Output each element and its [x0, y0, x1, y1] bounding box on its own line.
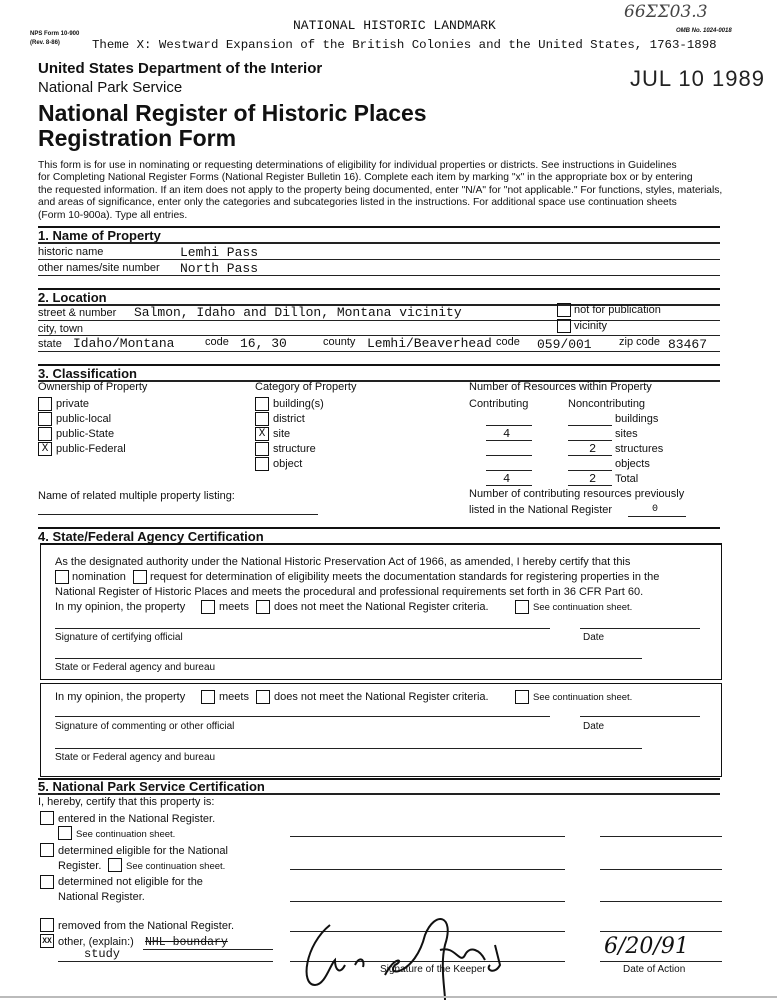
state-label: state	[38, 338, 62, 350]
other-checkbox[interactable]	[40, 934, 54, 948]
meets-checkbox[interactable]	[201, 600, 215, 614]
section-3-title: 3. Classification	[38, 366, 137, 381]
meets-label: meets	[219, 601, 249, 613]
ownership-public-local-label: public-local	[56, 413, 112, 425]
category-buildings-checkbox[interactable]	[255, 397, 269, 411]
category-heading: Category of Property	[255, 381, 357, 393]
state-code-label: code	[205, 336, 229, 348]
instructions-line: for Completing National Register Forms (National Register Bulletin 16). Complete each item by marking "x" in the appropriate box or by entering	[38, 172, 693, 184]
other-checkbox-mark: XX	[42, 937, 52, 946]
date-line	[600, 901, 722, 902]
meets-checkbox[interactable]	[201, 690, 215, 704]
removed-checkbox[interactable]	[40, 918, 54, 932]
opinion-label: In my opinion, the property	[55, 601, 186, 613]
handwritten-reference: 66ΣΣ03.3	[624, 2, 708, 22]
noncontributing-line	[568, 470, 612, 471]
section-2-title: 2. Location	[38, 290, 107, 305]
agency-line[interactable]	[55, 748, 642, 749]
continuation-sheet-label: See continuation sheet.	[533, 692, 633, 703]
department-name: United States Department of the Interior	[38, 60, 323, 77]
entered-checkbox[interactable]	[40, 811, 54, 825]
instructions-line: and areas of significance, enter only the categories and subcategories listed in the instructions. For additional space use continuation sheets	[38, 197, 677, 209]
contributing-line	[486, 470, 532, 471]
does-not-meet-label: does not meet the National Register criteria.	[274, 691, 489, 703]
opinion-label: In my opinion, the property	[55, 691, 186, 703]
agency-label: State or Federal agency and bureau	[55, 662, 216, 673]
divider	[628, 516, 686, 517]
not-eligible-label-1: determined not eligible for the	[58, 876, 203, 888]
zip-field[interactable]: 83467	[668, 337, 708, 352]
vicinity-label: vicinity	[574, 320, 608, 332]
resources-heading: Number of Resources within Property	[469, 381, 652, 393]
total-noncontributing[interactable]: 2	[589, 472, 597, 486]
determined-eligible-label-2: Register.	[58, 860, 102, 872]
street-label: street & number	[38, 307, 117, 319]
instructions-line: (Form 10-900a). Type all entries.	[38, 209, 188, 221]
county-code-field[interactable]: 059/001	[537, 337, 592, 352]
certifying-signature-label: Signature of certifying official	[55, 632, 183, 643]
continuation-sheet-label: See continuation sheet.	[533, 602, 633, 613]
not-eligible-checkbox[interactable]	[40, 875, 54, 889]
noncontributing-heading: Noncontributing	[568, 398, 646, 410]
other-names-label: other names/site number	[38, 262, 160, 274]
noncontributing-line	[568, 425, 612, 426]
keeper-line	[290, 836, 565, 837]
related-listing-field[interactable]	[38, 514, 318, 515]
divider	[38, 242, 720, 244]
agency-label: State or Federal agency and bureau	[55, 752, 216, 763]
other-names-field[interactable]: North Pass	[180, 261, 259, 276]
landmark-heading: NATIONAL HISTORIC LANDMARK	[293, 18, 496, 33]
instructions-line: the requested information. If an item does not apply to the property being documented, enter "N/A" for "not applicable." For functions, styles, materials,	[38, 184, 723, 196]
form-number: NPS Form 10-900	[30, 31, 80, 37]
ownership-public-federal-label: public-Federal	[56, 443, 126, 455]
request-checkbox[interactable]	[133, 570, 147, 584]
commenting-date-line[interactable]	[580, 716, 700, 717]
other-struck-text: NHL boundary	[145, 936, 228, 949]
eligible-continuation-checkbox[interactable]	[108, 858, 122, 872]
entered-continuation-checkbox[interactable]	[58, 826, 72, 840]
certification-text-2: request for determination of eligibility meets the documentation standards for registering properties in the	[150, 571, 660, 583]
certification-text-3: National Register of Historic Places and meets the procedural and professional requirements set forth in 36 CFR Part 60.	[55, 586, 644, 598]
divider	[38, 793, 720, 795]
total-contributing[interactable]: 4	[503, 472, 511, 486]
continuation-sheet-checkbox[interactable]	[515, 600, 529, 614]
other-label: other, (explain:)	[58, 936, 134, 948]
ownership-heading: Ownership of Property	[38, 381, 148, 393]
keeper-signature-label: Signature of the Keeper	[380, 964, 486, 975]
category-structure-label: structure	[273, 443, 316, 455]
continuation-sheet-checkbox[interactable]	[515, 690, 529, 704]
nps-cert-intro: I, hereby, certify that this property is:	[38, 796, 215, 808]
category-site-label: site	[273, 428, 291, 440]
state-field[interactable]: Idaho/Montana	[73, 336, 175, 351]
commenting-signature-line[interactable]	[55, 716, 550, 717]
date-line	[600, 869, 722, 870]
state-code-field[interactable]: 16, 30	[240, 336, 287, 351]
entered-label: entered in the National Register.	[58, 813, 216, 825]
certifying-signature-line[interactable]	[55, 628, 550, 629]
date-of-action-label: Date of Action	[623, 964, 686, 975]
section-1-title: 1. Name of Property	[38, 228, 161, 243]
ownership-private-checkbox[interactable]	[38, 397, 52, 411]
instructions-paragraph	[38, 160, 722, 222]
date-line	[600, 931, 722, 932]
category-buildings-label: building(s)	[273, 398, 324, 410]
contributing-line	[486, 425, 532, 426]
category-district-label: district	[273, 413, 305, 425]
not-for-publication-label: not for publication	[574, 304, 661, 316]
page-edge	[0, 996, 777, 998]
theme-line: Theme X: Westward Expansion of the British Colonies and the United States, 1763-1898	[92, 38, 717, 52]
county-code-label: code	[496, 336, 520, 348]
agency-line[interactable]	[55, 658, 642, 659]
meets-label: meets	[219, 691, 249, 703]
received-stamp: JUL 10 1989	[630, 66, 765, 91]
does-not-meet-checkbox[interactable]	[256, 600, 270, 614]
sites-label: sites	[615, 428, 638, 440]
keeper-line	[290, 869, 565, 870]
date-line	[600, 836, 722, 837]
related-listing-label: Name of related multiple property listing:	[38, 490, 235, 502]
contributing-heading: Contributing	[469, 398, 529, 410]
eligible-continuation-label: See continuation sheet.	[126, 861, 226, 872]
certifying-date-label: Date	[583, 632, 605, 643]
omb-number: OMB No. 1024-0018	[676, 28, 732, 34]
section-5-title: 5. National Park Service Certification	[38, 779, 265, 794]
nomination-checkbox[interactable]	[55, 570, 69, 584]
structures-label: structures	[615, 443, 664, 455]
county-label: county	[323, 336, 356, 348]
sites-contributing[interactable]: 4	[503, 427, 511, 441]
objects-label: objects	[615, 458, 650, 470]
contributing-line	[486, 455, 532, 456]
divider	[38, 275, 720, 276]
historic-name-label: historic name	[38, 246, 104, 258]
category-object-label: object	[273, 458, 303, 470]
previously-listed-field[interactable]: 0	[652, 504, 659, 515]
section-divider	[38, 288, 720, 290]
does-not-meet-checkbox[interactable]	[256, 690, 270, 704]
previously-listed-label-2: listed in the National Register	[469, 504, 613, 516]
category-district-checkbox[interactable]	[255, 412, 269, 426]
total-label: Total	[615, 473, 639, 485]
noncontributing-line	[568, 440, 612, 441]
form-revision: (Rev. 8-86)	[30, 40, 60, 46]
form-title-line2: Registration Form	[38, 125, 237, 151]
entered-continuation-label: See continuation sheet.	[76, 829, 176, 840]
category-object-checkbox[interactable]	[255, 457, 269, 471]
zip-label: zip code	[619, 336, 660, 348]
determined-eligible-label-1: determined eligible for the National	[58, 845, 228, 857]
buildings-label: buildings	[615, 413, 659, 425]
other-line	[143, 949, 273, 950]
keeper-signature	[295, 905, 525, 1000]
section-4-title: 4. State/Federal Agency Certification	[38, 529, 264, 544]
ownership-public-federal-checkbox[interactable]: X	[38, 442, 52, 456]
category-site-checkbox[interactable]: X	[255, 427, 269, 441]
other-line	[58, 961, 273, 962]
street-field[interactable]: Salmon, Idaho and Dillon, Montana vicinity	[134, 305, 462, 320]
not-for-publication-checkbox[interactable]	[557, 303, 571, 317]
ownership-public-state-checkbox[interactable]	[38, 427, 52, 441]
ownership-public-local-checkbox[interactable]	[38, 412, 52, 426]
structures-noncontributing[interactable]: 2	[589, 442, 597, 456]
divider	[38, 259, 720, 260]
section-divider	[38, 364, 720, 366]
commenting-signature-label: Signature of commenting or other official	[55, 721, 235, 732]
certification-text-1: As the designated authority under the National Historic Preservation Act of 1966, as amended, I hereby certify that this	[55, 556, 631, 568]
county-field[interactable]: Lemhi/Beaverhead	[367, 336, 492, 351]
commenting-date-label: Date	[583, 721, 605, 732]
category-structure-checkbox[interactable]	[255, 442, 269, 456]
keeper-line	[290, 901, 565, 902]
removed-label: removed from the National Register.	[58, 920, 235, 932]
ownership-private-label: private	[56, 398, 90, 410]
service-name: National Park Service	[38, 79, 183, 96]
nomination-label: nomination	[72, 571, 126, 583]
determined-eligible-checkbox[interactable]	[40, 843, 54, 857]
form-title-line1: National Register of Historic Places	[38, 100, 427, 126]
previously-listed-label-1: Number of contributing resources previously	[469, 488, 685, 500]
date-of-action-line[interactable]	[600, 961, 722, 962]
date-of-action-value: 6/20/91	[604, 934, 689, 959]
certifying-date-line[interactable]	[580, 628, 700, 629]
other-explain-field[interactable]: study	[84, 947, 121, 961]
vicinity-checkbox[interactable]	[557, 319, 571, 333]
historic-name-field[interactable]: Lemhi Pass	[180, 245, 259, 260]
does-not-meet-label: does not meet the National Register criteria.	[274, 601, 489, 613]
ownership-public-state-label: public-State	[56, 428, 115, 440]
divider	[38, 351, 720, 352]
city-label: city, town	[38, 323, 84, 335]
not-eligible-label-2: National Register.	[58, 891, 145, 903]
instructions-line: This form is for use in nominating or requesting determinations of eligibility for individual properties or districts. See instructions in Guidelines	[38, 160, 677, 171]
divider	[38, 320, 720, 321]
